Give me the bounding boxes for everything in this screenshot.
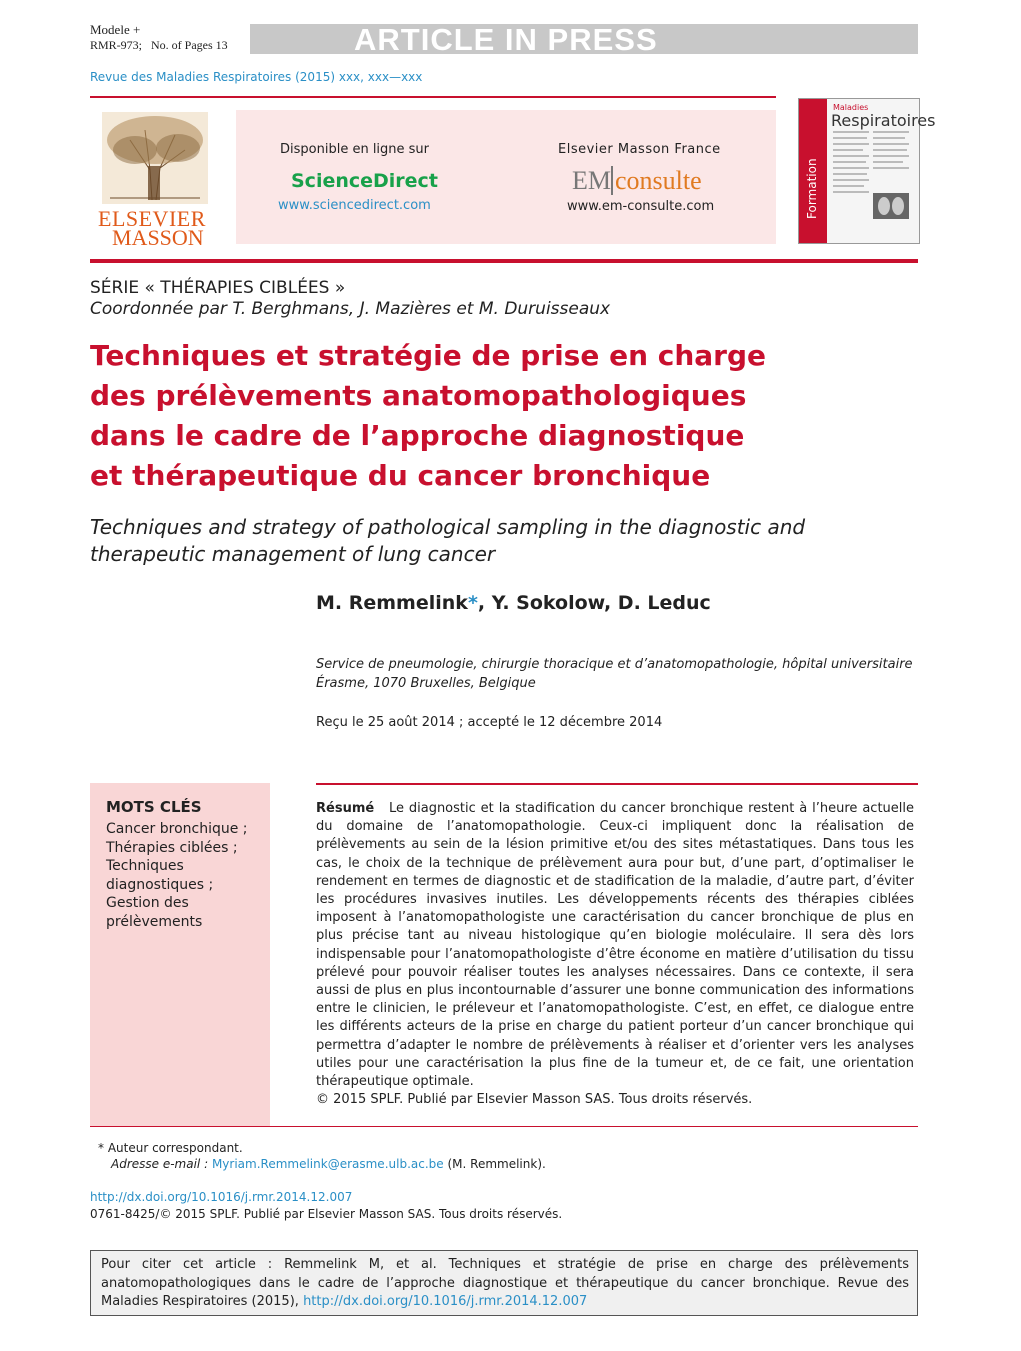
email-label: Adresse e-mail : [111, 1157, 209, 1171]
title-en-line: therapeutic management of lung cancer [90, 542, 496, 566]
author-list [316, 592, 711, 614]
elsevier-logo [90, 110, 220, 248]
header-rule-top [90, 96, 776, 98]
email-suffix: (M. Remmelink). [447, 1157, 546, 1171]
citation-doi-link[interactable]: http://dx.doi.org/10.1016/j.rmr.2014.12.007 [303, 1294, 588, 1309]
doi-link[interactable]: http://dx.doi.org/10.1016/j.rmr.2014.12.007 [90, 1190, 353, 1204]
model-label: Modele + [90, 22, 141, 37]
abstract-text: Le diagnostic et la stadification du cancer bronchique restent à l’heure actuelle du domaine de l’anatomopathologie. Ceux-ci impliquent donc la réalisation de prélèvements au sein de la lésion primitive et/ou des sites métastatiques. Dans tous les cas, le choix de la technique de prélèvement aura pour but, d’une part, d’optimaliser le rendement en termes de diagnostic et de stadification de la maladie, d’autre part, d’éviter les procédures invasives inutiles. Les développements récents des thérapies ciblées imposent à l’anatomopathologiste une caractérisation du cancer bronchique de plus en plus précise tant au niveau histologique qu’en biologie moléculaire. Il sera dès lors indispensable pour l’anatomopathologiste d’être économe en matière d’utilisation du tissu prélevé pour pouvoir réaliser toutes les analyses nécessaires. Dans ce contexte, il sera aussi de plus en plus incontournable d’assurer une bonne communication des informations entre le clinicien, le préleveur et l’anatomopathologiste. C’est, en effet, ce dialogue entre les différents acteurs de la prise en charge du patient porteur d’un cancer bronchique qui permettra d’adapter le nombre de prélèvements à réaliser et d’orienter vers les analyses utiles pour une caractérisation la plus fine de la tumeur et, de ce fait, une orientation thérapeutique optimale. [316, 801, 914, 1090]
journal-cover [798, 98, 936, 244]
em-consulte-url[interactable]: www.em-consulte.com [567, 199, 715, 214]
availability-panel [236, 110, 776, 244]
abstract-rule-bottom [90, 1126, 918, 1127]
article-title-fr [90, 336, 850, 496]
keyword-item: Cancer bronchique ; [106, 821, 248, 837]
keyword-item: Gestion des prélèvements [106, 895, 203, 930]
affiliation-line: Service de pneumologie, chirurgie thoracique et d’anatomopathologie, hôpital universitaire [316, 657, 913, 672]
journal-reference[interactable]: Revue des Maladies Respiratoires (2015) xxx, xxx—xxx [90, 70, 423, 84]
logo-masson-text: MASSON [112, 225, 204, 250]
em-logo-consulte: consulte [611, 166, 702, 195]
corresponding-author-marker[interactable]: * [467, 592, 478, 614]
em-consulte-logo[interactable] [572, 166, 702, 196]
abstract-copyright: © 2015 SPLF. Publié par Elsevier Masson SAS. Tous droits réservés. [316, 1092, 753, 1108]
citation-prefix: Pour citer cet article : Remmelink M, et al. Techniques et stratégie de prise en charge des prélèvements anatomopathologiques dans le cadre de l’approche diagnostique et thérapeutique du cancer bronchique. Revue des Maladies Respiratoires (2015), [101, 1257, 909, 1309]
logo-elsevier-text: ELSEVIER [98, 206, 206, 231]
sciencedirect-logo[interactable]: ScienceDirect [291, 170, 438, 192]
available-online-label: Disponible en ligne sur [280, 142, 430, 157]
title-fr-line: dans le cadre de l’approche diagnostique [90, 419, 745, 452]
cover-title: Respiratoires [831, 111, 936, 130]
em-france-label: Elsevier Masson France [558, 142, 721, 157]
article-in-press-banner: ARTICLE IN PRESS [354, 22, 658, 57]
affiliation-line: Érasme, 1070 Bruxelles, Belgique [316, 676, 536, 691]
title-en-line: Techniques and strategy of pathological sampling in the diagnostic and [90, 515, 806, 539]
abstract-rule-top [316, 783, 918, 785]
em-logo-em: EM [572, 166, 611, 195]
cover-content-thumbnail [833, 131, 913, 239]
manuscript-ref [90, 38, 228, 53]
affiliation [316, 655, 916, 693]
author-others: , Y. Sokolow, D. Leduc [477, 592, 711, 614]
received-dates: Reçu le 25 août 2014 ; accepté le 12 décembre 2014 [316, 715, 663, 730]
keyword-item: Thérapies ciblées ; [106, 839, 238, 856]
title-fr-line: Techniques et stratégie de prise en charge [90, 339, 767, 372]
header-rule-bottom [90, 259, 918, 263]
citation-text [101, 1256, 909, 1312]
coordinators: Coordonnée par T. Berghmans, J. Mazières et M. Duruisseaux [90, 299, 611, 319]
ref-code: RMR-973; [90, 38, 143, 52]
series-label: SÉRIE « THÉRAPIES CIBLÉES » [90, 278, 346, 298]
article-title-en [90, 514, 890, 568]
page-count: No. of Pages 13 [151, 38, 228, 52]
email-link[interactable]: Myriam.Remmelink@erasme.ulb.ac.be [211, 1157, 444, 1171]
sciencedirect-url[interactable]: www.sciencedirect.com [278, 198, 431, 213]
cover-side-label: Formation [805, 158, 819, 219]
keywords-list [106, 820, 256, 931]
issn-copyright: 0761-8425/© 2015 SPLF. Publié par Elsevier Masson SAS. Tous droits réservés. [90, 1207, 563, 1221]
corresponding-author-note: * Auteur correspondant. [98, 1141, 243, 1155]
cover-title-small: Maladies [833, 103, 869, 112]
title-fr-line: des prélèvements anatomopathologiques [90, 379, 747, 412]
abstract-label: Résumé [316, 801, 375, 816]
keywords-title: MOTS CLÉS [106, 798, 202, 816]
title-fr-line: et thérapeutique du cancer bronchique [90, 459, 711, 492]
keyword-item: Techniques diagnostiques ; [106, 858, 214, 893]
author-primary: M. Remmelink [316, 592, 468, 614]
abstract [316, 800, 914, 1109]
email-note [111, 1157, 546, 1171]
